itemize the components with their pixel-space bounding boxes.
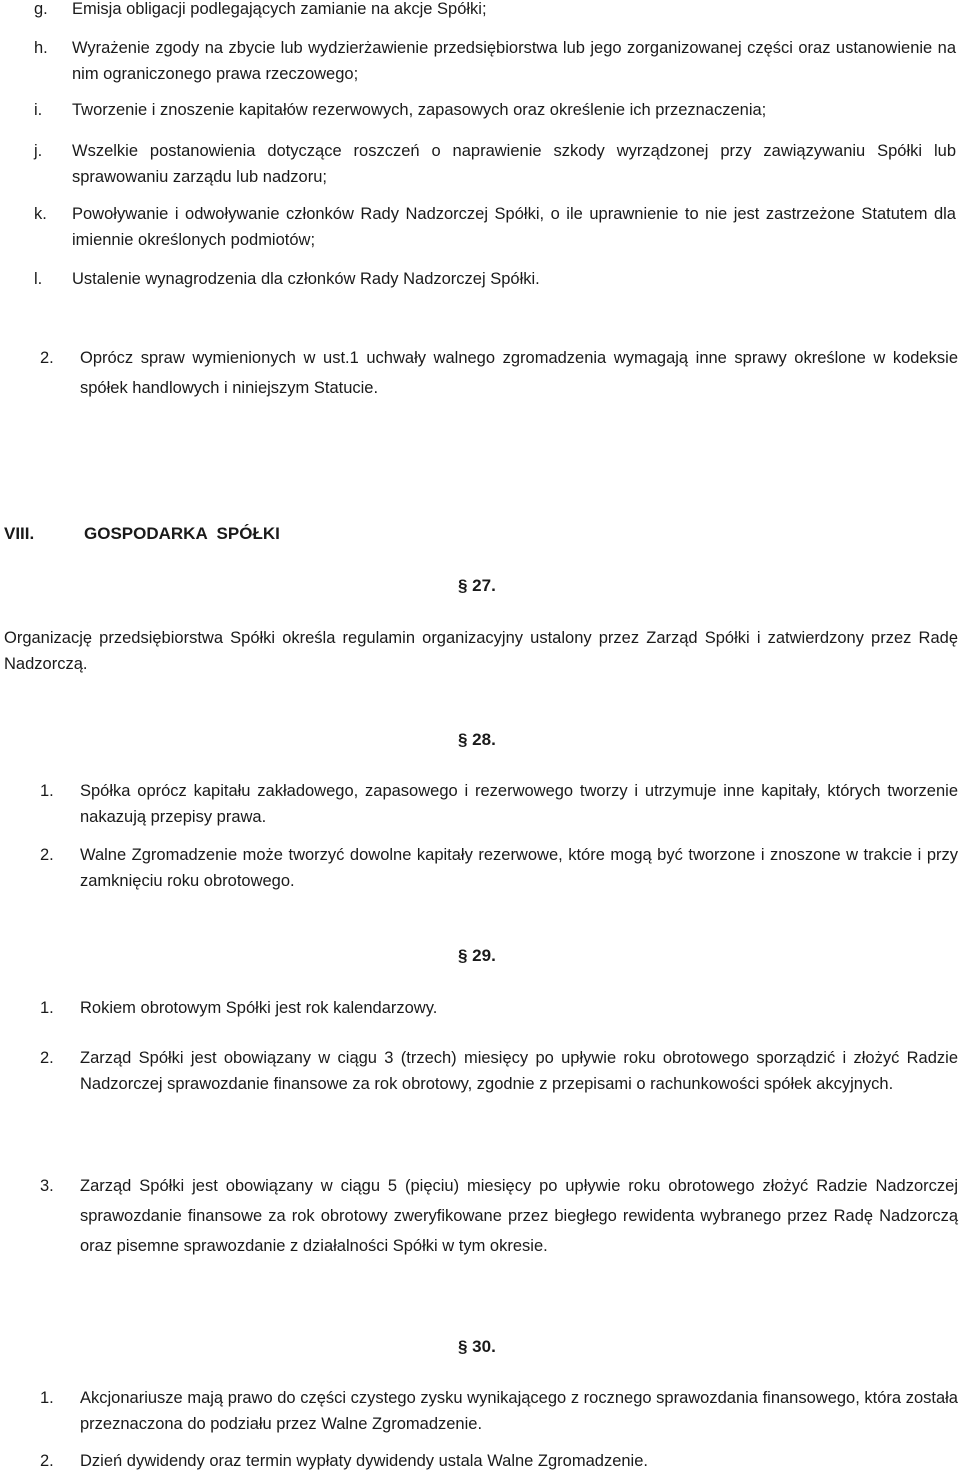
paragraph-text: Organizację przedsiębiorstwa Spółki określa regulamin organizacyjny ustalony przez Zarząd Spółki i zatwierdzony przez Radę Nadzorczą.	[4, 629, 958, 673]
list-marker: 2.	[40, 349, 54, 367]
list-text: Dzień dywidendy oraz termin wypłaty dywidendy ustala Walne Zgromadzenie.	[80, 1452, 648, 1470]
list-marker: 2.	[40, 1049, 54, 1067]
list-marker: 2.	[40, 1452, 54, 1470]
paragraph-heading: § 30.	[458, 1337, 496, 1356]
list-text: Oprócz spraw wymienionych w ust.1 uchwały walnego zgromadzenia wymagają inne sprawy określone w kodeksie spółek handlowych i niniejszym Statucie.	[80, 349, 958, 397]
paragraph-heading: § 27.	[458, 576, 496, 595]
list-text: Walne Zgromadzenie może tworzyć dowolne kapitały rezerwowe, które mogą być tworzone i znoszone w trakcie i przy zamknięciu roku obrotowego.	[80, 846, 958, 890]
list-marker: g.	[34, 0, 48, 18]
list-text: Zarząd Spółki jest obowiązany w ciągu 3 (trzech) miesięcy po upływie roku obrotowego sporządzić i złożyć Radzie Nadzorczej sprawozdanie finansowe za rok obrotowy, zgodnie z przepisami o rachunkowości spółek akcyjnych.	[80, 1049, 958, 1093]
paragraph-heading: § 29.	[458, 946, 496, 965]
section-title: GOSPODARKA SPÓŁKI	[84, 524, 280, 543]
list-marker: j.	[34, 142, 43, 160]
list-text: Powoływanie i odwoływanie członków Rady Nadzorczej Spółki, o ile uprawnienie to nie jest zastrzeżone Statutem dla imiennie określonych podmiotów;	[72, 205, 956, 249]
list-marker: h.	[34, 39, 48, 57]
list-text: Rokiem obrotowym Spółki jest rok kalendarzowy.	[80, 999, 438, 1017]
list-marker: 1.	[40, 1389, 54, 1407]
section-number: VIII.	[4, 524, 35, 543]
list-text: Tworzenie i znoszenie kapitałów rezerwowych, zapasowych oraz określenie ich przeznaczenia;	[72, 101, 767, 119]
list-marker: i.	[34, 101, 43, 119]
paragraph-heading: § 28.	[458, 730, 496, 749]
list-text: Akcjonariusze mają prawo do części czystego zysku wynikającego z rocznego sprawozdania finansowego, która została przeznaczona do podziału przez Walne Zgromadzenie.	[80, 1389, 958, 1433]
list-marker: 2.	[40, 846, 54, 864]
list-marker: k.	[34, 205, 47, 223]
list-text: Wyrażenie zgody na zbycie lub wydzierżawienie przedsiębiorstwa lub jego zorganizowanej części oraz ustanowienie na nim ograniczonego prawa rzeczowego;	[72, 39, 956, 83]
list-text: Wszelkie postanowienia dotyczące roszczeń o naprawienie szkody wyrządzonej przy zawiązywaniu Spółki lub sprawowaniu zarządu lub nadzoru;	[72, 142, 956, 186]
list-marker: l.	[34, 270, 43, 288]
list-marker: 1.	[40, 999, 54, 1017]
list-text: Spółka oprócz kapitału zakładowego, zapasowego i rezerwowego tworzy i utrzymuje inne kapitały, których tworzenie nakazują przepisy prawa.	[80, 782, 958, 826]
list-text: Emisja obligacji podlegających zamianie na akcje Spółki;	[72, 0, 487, 18]
list-text: Zarząd Spółki jest obowiązany w ciągu 5 (pięciu) miesięcy po upływie roku obrotowego złożyć Radzie Nadzorczej sprawozdanie finansowe za rok obrotowy zweryfikowane przez biegłego rewidenta wybranego przez Radę Nadzorczą oraz pisemne sprawozdanie z działalności Spółki w tym okresie.	[80, 1177, 958, 1255]
list-marker: 3.	[40, 1177, 54, 1195]
list-marker: 1.	[40, 782, 54, 800]
list-text: Ustalenie wynagrodzenia dla członków Rady Nadzorczej Spółki.	[72, 270, 540, 288]
